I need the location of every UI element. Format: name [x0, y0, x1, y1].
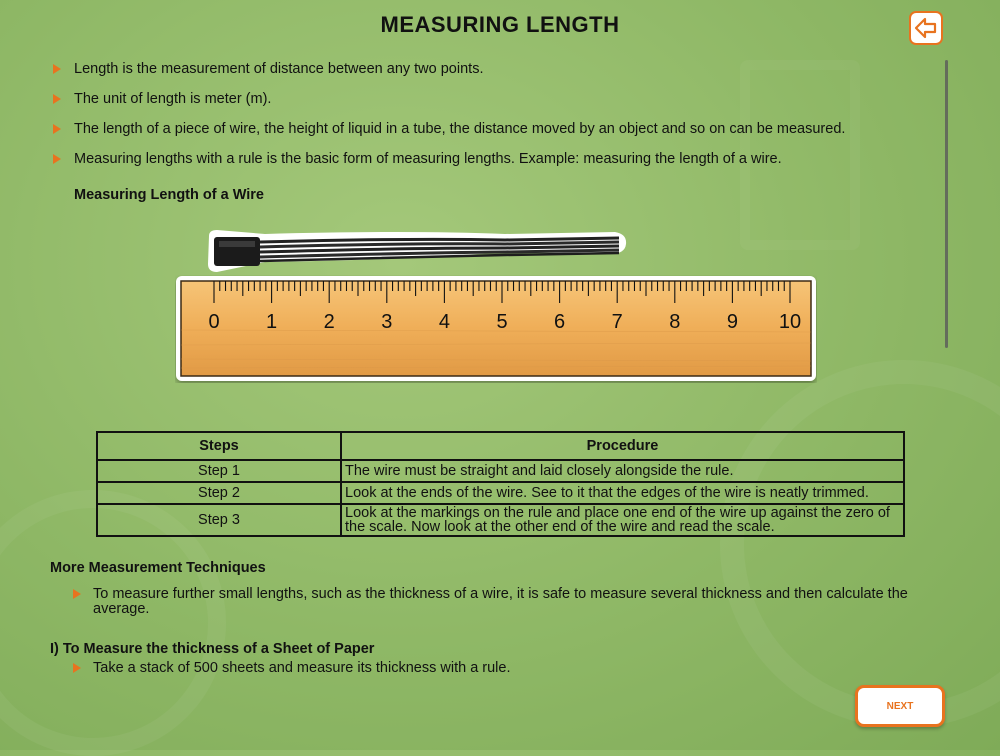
triangle-bullet-icon [53, 154, 61, 164]
table-row [97, 504, 904, 536]
intro-bullet-list [50, 60, 920, 180]
list-item [70, 587, 910, 617]
list-item [70, 661, 910, 673]
triangle-bullet-icon [53, 124, 61, 134]
ruler-label: 6 [554, 311, 566, 333]
scrollbar[interactable] [945, 60, 948, 348]
bullet-text: The length of a piece of wire, the height of liquid in a tube, the distance moved by an object and so on can be measured. [74, 121, 846, 137]
step-cell: Step 2 [97, 482, 341, 504]
triangle-bullet-icon [53, 64, 61, 74]
procedure-cell: Look at the markings on the rule and place one end of the wire up against the zero of the scale. Now look at the other end of the wire and read the scale. [341, 504, 904, 536]
ruler-label: 0 [208, 311, 220, 333]
list-item [50, 150, 920, 168]
triangle-bullet-icon [73, 663, 81, 673]
table-row [97, 460, 904, 482]
triangle-bullet-icon [53, 94, 61, 104]
ruler-label: 2 [323, 311, 335, 333]
bullet-text: Measuring lengths with a rule is the basic form of measuring lengths. Example: measuring the length of a wire. [74, 151, 782, 167]
column-header-procedure: Procedure [341, 432, 904, 460]
page-title: MEASURING LENGTH [380, 12, 620, 37]
step-cell: Step 3 [97, 504, 341, 536]
steps-table [96, 431, 905, 537]
wire-illustration [205, 228, 630, 274]
paper-thickness-heading: I) To Measure the thickness of a Sheet of Paper [50, 641, 375, 657]
ruler-label: 8 [669, 311, 681, 333]
ruler-label: 4 [438, 311, 450, 333]
triangle-bullet-icon [73, 589, 81, 599]
step-cell: Step 1 [97, 460, 341, 482]
back-arrow-icon [914, 17, 938, 39]
ruler-label: 5 [496, 311, 508, 333]
ruler-label: 7 [611, 311, 623, 333]
bullet-text: To measure further small lengths, such as the thickness of a wire, it is safe to measure several thickness and then calculate the average. [93, 586, 908, 617]
next-button[interactable]: NEXT [855, 685, 945, 727]
ruler-graphic [175, 275, 817, 383]
list-item [50, 90, 920, 108]
bullet-text: Length is the measurement of distance between any two points. [74, 61, 484, 77]
bullet-text: Take a stack of 500 sheets and measure its thickness with a rule. [93, 661, 511, 673]
procedure-cell: The wire must be straight and laid closely alongside the rule. [341, 460, 904, 482]
procedure-cell: Look at the ends of the wire. See to it that the edges of the wire is neatly trimmed. [341, 482, 904, 504]
wire-section-heading: Measuring Length of a Wire [74, 187, 264, 203]
more-techniques-list [70, 587, 910, 617]
ruler-label: 10 [778, 311, 802, 333]
ruler-label: 3 [381, 311, 393, 333]
table-row [97, 482, 904, 504]
list-item [50, 120, 920, 138]
ruler [175, 275, 817, 383]
ruler-label: 1 [266, 311, 278, 333]
ruler-label: 9 [726, 311, 738, 333]
table-header-row [97, 432, 904, 460]
bullet-text: The unit of length is meter (m). [74, 91, 272, 107]
back-button[interactable] [909, 11, 943, 45]
list-item [50, 60, 920, 78]
more-techniques-heading: More Measurement Techniques [50, 560, 266, 576]
column-header-steps: Steps [97, 432, 341, 460]
